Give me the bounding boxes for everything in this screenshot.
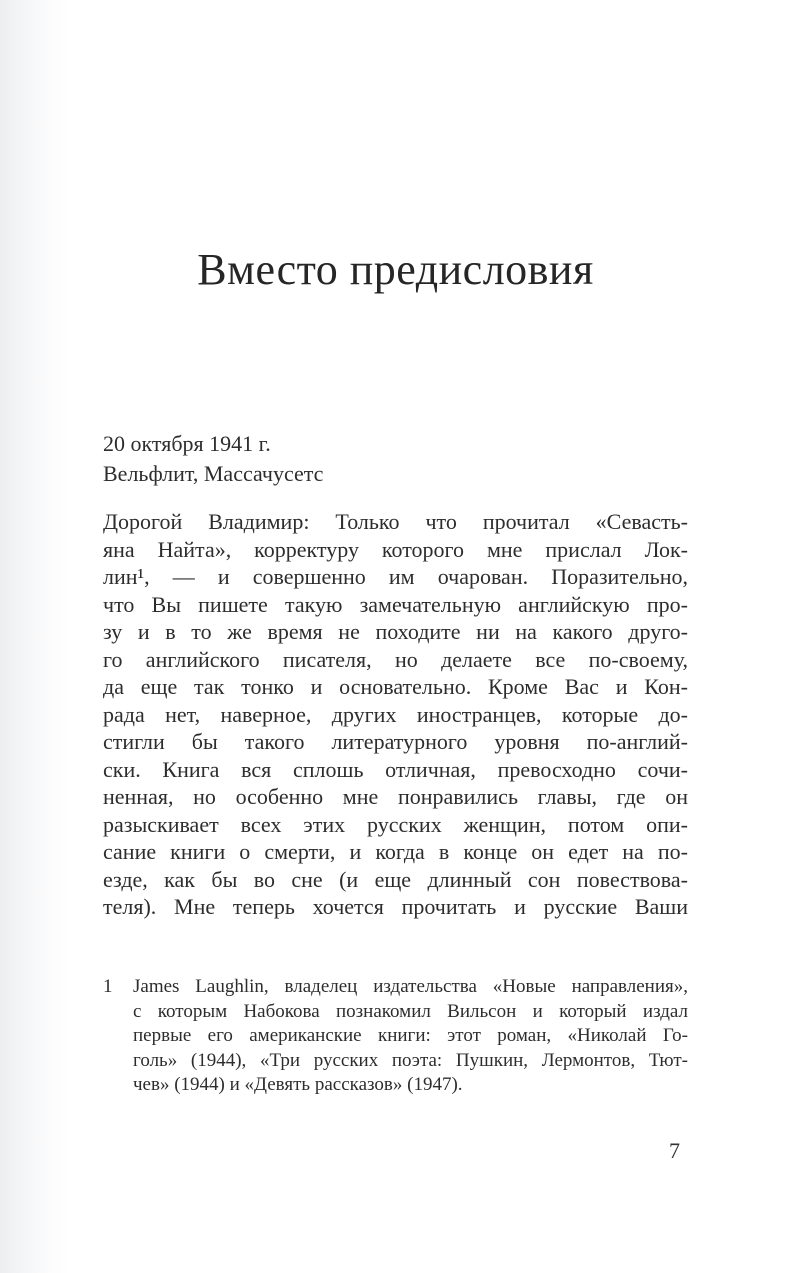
body-text-line: го английского писателя, но делаете все по-своему, bbox=[103, 646, 688, 672]
body-text-line: яна Найта», корректуру которого мне прислал Лок- bbox=[103, 536, 688, 562]
body-text-line: да еще так тонко и основательно. Кроме Вас и Кон- bbox=[103, 674, 688, 699]
footnote-marker: 1 bbox=[103, 976, 113, 997]
body-text-line: ски. Книга вся сплошь отличная, превосходно сочи- bbox=[103, 756, 688, 782]
letter-dateline bbox=[103, 429, 323, 489]
footnote-text-line: первые его американские книги: этот роман, «Николай Го- bbox=[133, 1025, 688, 1046]
body-text-line: что Вы пишете такую замечательную английскую про- bbox=[103, 591, 688, 617]
body-text-line: стигли бы такого литературного уровня по-англий- bbox=[103, 729, 688, 754]
body-text-line: езде, как бы во сне (и еще длинный сон повествова- bbox=[103, 866, 688, 892]
page-number: 7 bbox=[669, 1138, 680, 1163]
letter-body bbox=[103, 508, 688, 921]
chapter-title: Вместо предисловия bbox=[197, 245, 594, 294]
footnote-text-line: голь» (1944), «Три русских поэта: Пушкин, Лермонтов, Тют- bbox=[133, 1049, 688, 1071]
footnote-text-line: чев» (1944) и «Девять рассказов» (1947). bbox=[133, 1074, 463, 1095]
body-text-line: теля). Мне теперь хочется прочитать и русские Ваши bbox=[103, 894, 688, 919]
body-text-line: рада нет, наверное, других иностранцев, которые до- bbox=[103, 701, 688, 727]
body-text-line: зу и в то же время не походите ни на какого друго- bbox=[103, 619, 688, 644]
body-text-line: ненная, но особенно мне понравились главы, где он bbox=[103, 784, 688, 809]
body-text-line: Дорогой Владимир: Только что прочитал «Севасть- bbox=[103, 509, 688, 534]
body-text-line: разыскивает всех этих русских женщин, потом опи- bbox=[103, 811, 688, 837]
letter-date: 20 октября 1941 г. bbox=[103, 431, 271, 456]
footnote-text-line: с которым Набокова познакомил Вильсон и который издал bbox=[133, 1000, 688, 1022]
footnote bbox=[103, 975, 688, 1098]
body-text-line: лин¹, — и совершенно им очарован. Поразительно, bbox=[103, 564, 688, 589]
footnote-text-line: James Laughlin, владелец издательства «Новые направления», bbox=[133, 976, 688, 997]
letter-place: Вельфлит, Массачусетс bbox=[103, 461, 324, 486]
body-text-line: сание книги о смерти, и когда в конце он едет на по- bbox=[103, 839, 688, 864]
footnote-text bbox=[133, 975, 688, 1098]
page-edge-shadow bbox=[0, 0, 72, 1273]
